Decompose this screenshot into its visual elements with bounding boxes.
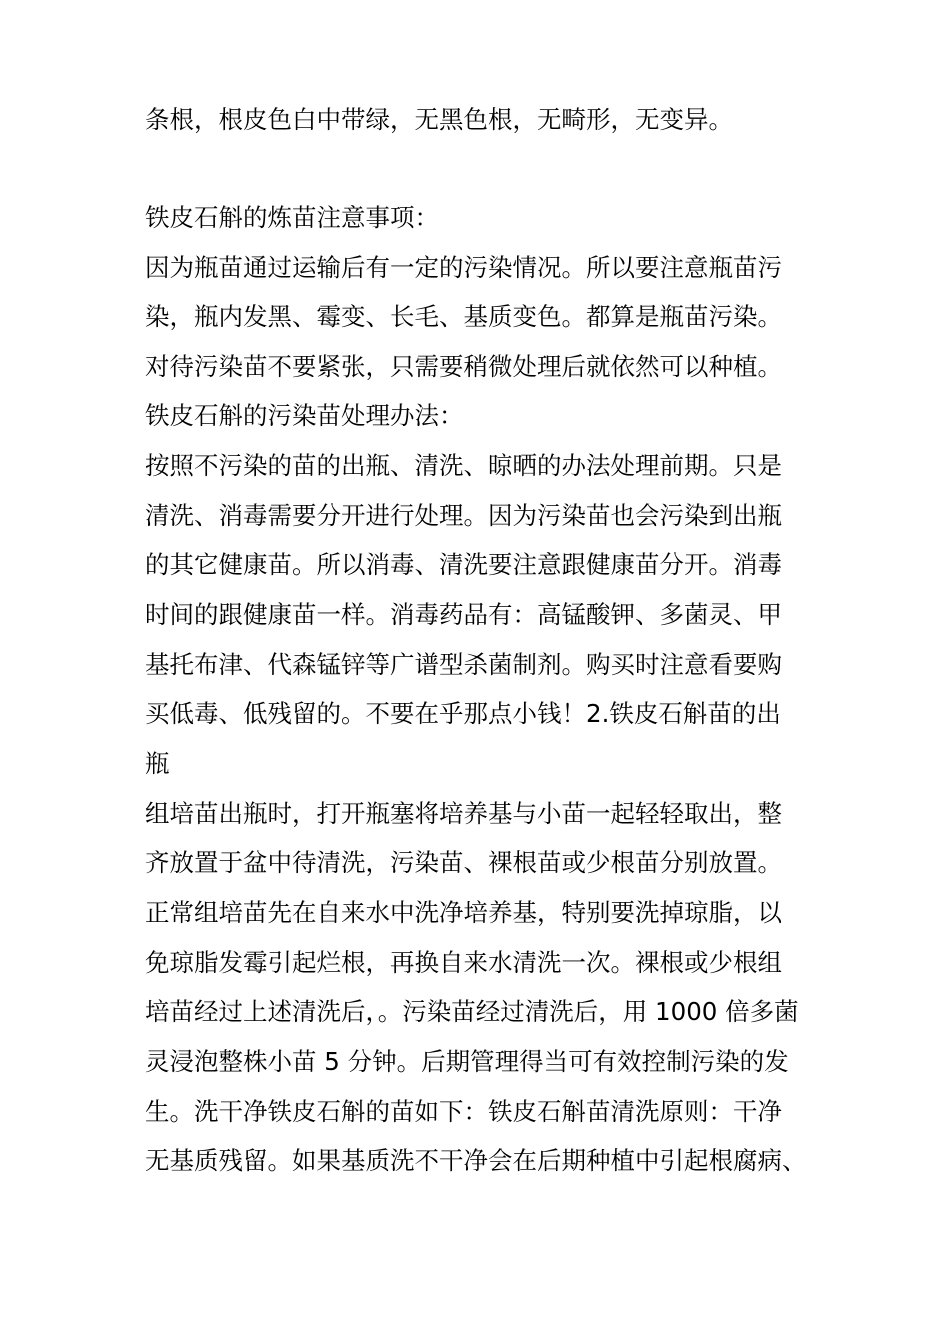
- text-line-20: 生。洗干净铁皮石斛的苗如下：铁皮石斛苗清洗原则：干净: [145, 1097, 782, 1126]
- text-line-12: 买低毒、低残留的。不要在乎那点小钱！2.铁皮石斛苗的出: [145, 699, 781, 728]
- text-line-19: 灵浸泡整株小苗 5 分钟。后期管理得当可有效控制污染的发: [145, 1047, 789, 1076]
- section-heading-contaminated-treatment: 铁皮石斛的污染苗处理办法：: [145, 401, 464, 430]
- text-line-1: 条根，根皮色白中带绿，无黑色根，无畸形，无变异。: [145, 105, 733, 134]
- text-line-8: 清洗、消毒需要分开进行处理。因为污染苗也会污染到出瓶: [145, 501, 782, 530]
- text-line-14: 组培苗出瓶时，打开瓶塞将培养基与小苗一起轻轻取出，整: [145, 799, 782, 828]
- text-line-3: 因为瓶苗通过运输后有一定的污染情况。所以要注意瓶苗污: [145, 253, 782, 282]
- text-line-21: 无基质残留。如果基质洗不干净会在后期种植中引起根腐病、: [145, 1146, 807, 1175]
- text-line-11: 基托布津、代森锰锌等广谱型杀菌制剂。购买时注意看要购: [145, 650, 782, 679]
- text-line-10: 时间的跟健康苗一样。消毒药品有：高锰酸钾、多菌灵、甲: [145, 600, 782, 629]
- text-line-16: 正常组培苗先在自来水中洗净培养基，特别要洗掉琼脂，以: [145, 898, 782, 927]
- text-line-13: 瓶: [145, 749, 170, 778]
- text-line-4: 染，瓶内发黑、霉变、长毛、基质变色。都算是瓶苗污染。: [145, 302, 782, 331]
- text-line-7: 按照不污染的苗的出瓶、清洗、晾晒的办法处理前期。只是: [145, 451, 782, 480]
- text-line-18: 培苗经过上述清洗后，。污染苗经过清洗后，用 1000 倍多菌: [145, 997, 799, 1026]
- text-line-15: 齐放置于盆中待清洗，污染苗、裸根苗或少根苗分别放置。: [145, 848, 782, 877]
- text-line-5: 对待污染苗不要紧张，只需要稍微处理后就依然可以种植。: [145, 352, 782, 381]
- text-line-17: 免琼脂发霉引起烂根，再换自来水清洗一次。裸根或少根组: [145, 948, 782, 977]
- text-line-9: 的其它健康苗。所以消毒、清洗要注意跟健康苗分开。消毒: [145, 550, 782, 579]
- section-heading-seedling-hardening: 铁皮石斛的炼苗注意事项：: [145, 203, 439, 232]
